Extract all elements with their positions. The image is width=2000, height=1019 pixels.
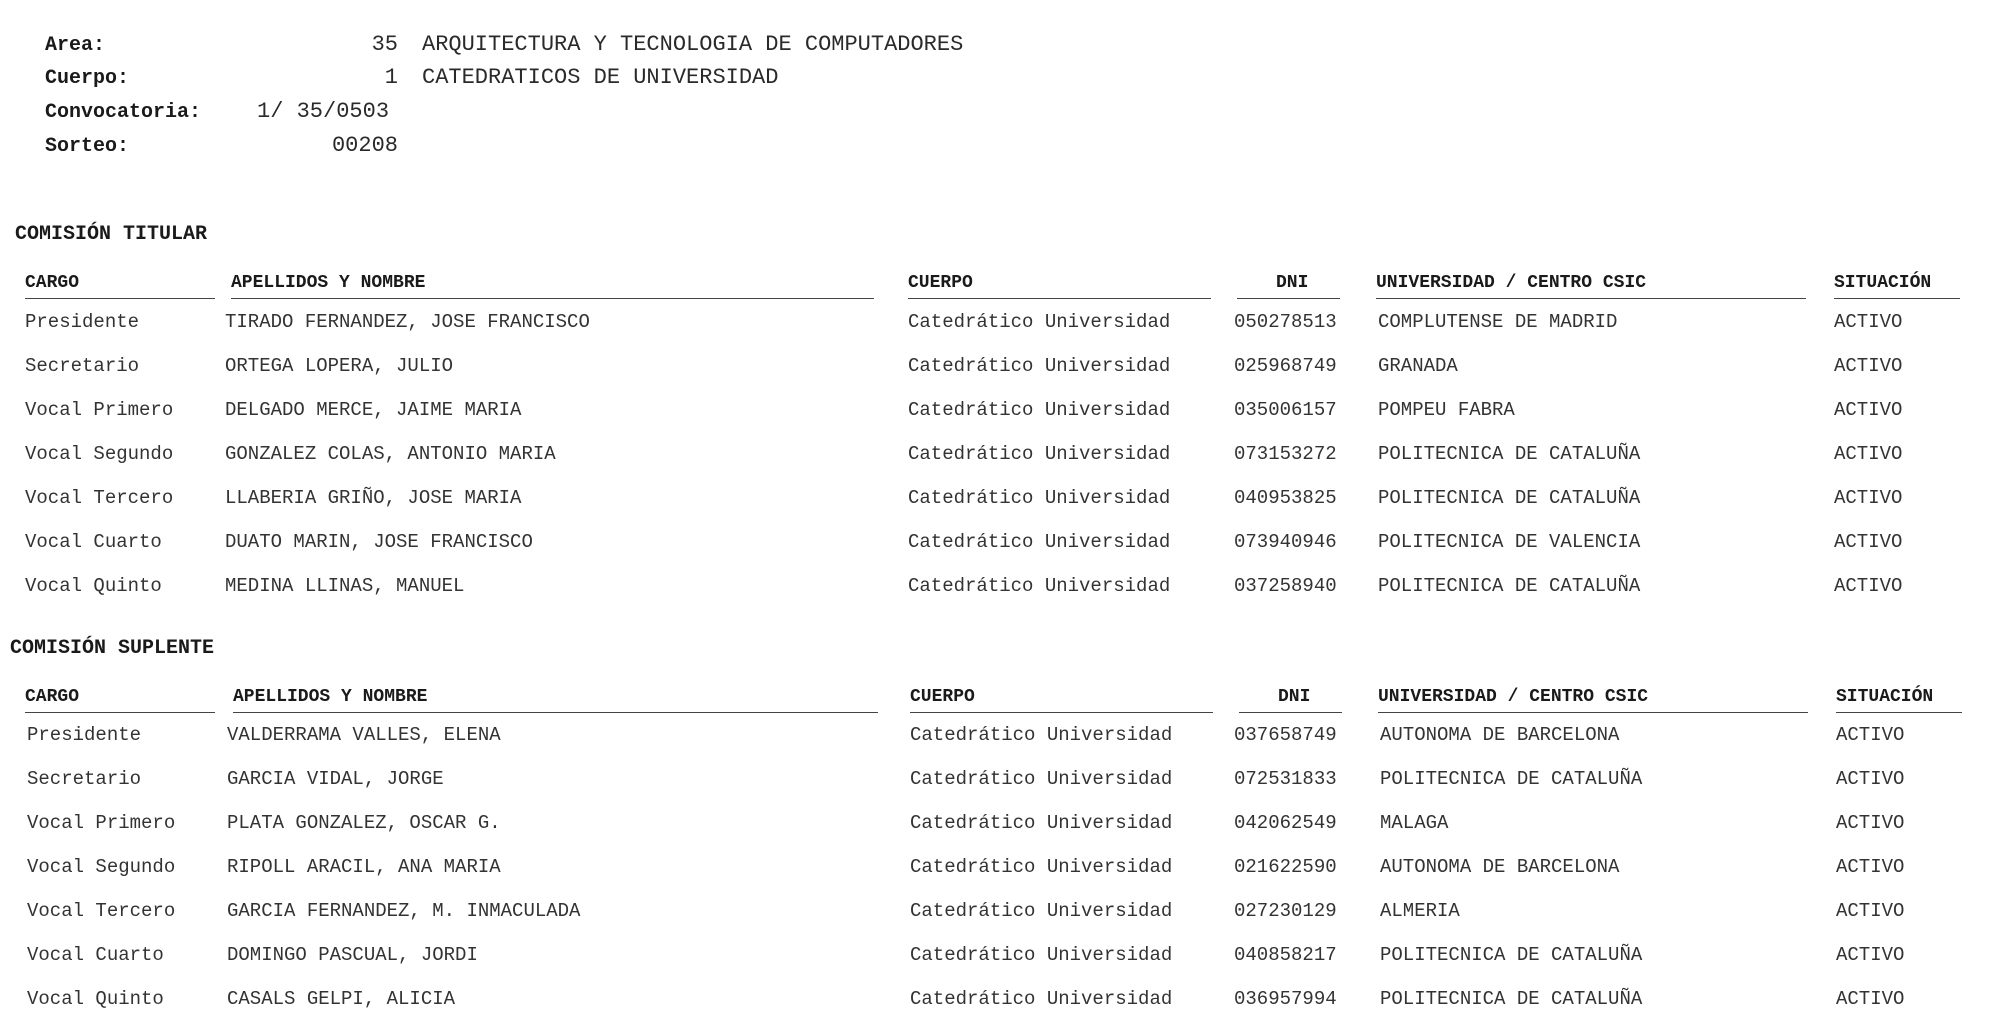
cell-universidad: POMPEU FABRA [1378,399,1515,421]
cell-nombre: GONZALEZ COLAS, ANTONIO MARIA [225,443,556,465]
cell-nombre: LLABERIA GRIÑO, JOSE MARIA [225,487,522,509]
cell-situacion: ACTIVO [1834,531,1903,553]
cell-nombre: PLATA GONZALEZ, OSCAR G. [227,812,501,834]
header-underline [25,298,215,299]
cell-situacion: ACTIVO [1836,988,1905,1010]
cell-universidad: ALMERIA [1380,900,1460,922]
cell-cuerpo: Catedrático Universidad [910,724,1173,746]
col-header-nombre: APELLIDOS Y NOMBRE [233,687,428,707]
cell-cargo: Vocal Segundo [25,443,174,465]
cell-nombre: CASALS GELPI, ALICIA [227,988,456,1010]
cell-dni: 037258940 [1234,575,1337,597]
cell-cargo: Vocal Quinto [27,988,164,1010]
section-title-suplente: COMISIÓN SUPLENTE [10,637,215,660]
cell-dni: 072531833 [1234,768,1337,790]
section-title-titular: COMISIÓN TITULAR [15,223,208,246]
header-underline [1237,298,1340,299]
col-header-universidad: UNIVERSIDAD / CENTRO CSIC [1378,687,1649,707]
header-underline [1836,712,1962,713]
col-header-cuerpo: CUERPO [910,687,975,707]
cell-dni: 073940946 [1234,531,1337,553]
cell-cargo: Vocal Tercero [27,900,176,922]
cell-universidad: POLITECNICA DE CATALUÑA [1380,768,1643,790]
cell-universidad: COMPLUTENSE DE MADRID [1378,311,1618,333]
cell-cargo: Vocal Tercero [25,487,174,509]
cell-dni: 037658749 [1234,724,1337,746]
cell-universidad: POLITECNICA DE CATALUÑA [1378,487,1641,509]
cell-situacion: ACTIVO [1836,900,1905,922]
header-underline [1376,298,1806,299]
cell-nombre: GARCIA FERNANDEZ, M. INMACULADA [227,900,581,922]
area-label: Area: [45,34,106,57]
cell-dni: 042062549 [1234,812,1337,834]
cell-dni: 073153272 [1234,443,1337,465]
cell-cargo: Secretario [27,768,142,790]
cell-cuerpo: Catedrático Universidad [910,812,1173,834]
cell-dni: 040953825 [1234,487,1337,509]
cell-cuerpo: Catedrático Universidad [908,443,1171,465]
area-description: ARQUITECTURA Y TECNOLOGIA DE COMPUTADORES [422,32,964,57]
cell-cuerpo: Catedrático Universidad [908,355,1171,377]
cell-cuerpo: Catedrático Universidad [908,399,1171,421]
header-underline [1239,712,1342,713]
cell-universidad: POLITECNICA DE CATALUÑA [1380,944,1643,966]
cell-nombre: RIPOLL ARACIL, ANA MARIA [227,856,501,878]
cell-dni: 036957994 [1234,988,1337,1010]
col-header-situacion: SITUACIÓN [1834,273,1932,293]
area-code: 35 [371,32,398,57]
cell-nombre: ORTEGA LOPERA, JULIO [225,355,454,377]
cell-nombre: DELGADO MERCE, JAIME MARIA [225,399,522,421]
cell-situacion: ACTIVO [1836,856,1905,878]
cell-dni: 035006157 [1234,399,1337,421]
header-underline [233,712,878,713]
cell-nombre: VALDERRAMA VALLES, ELENA [227,724,501,746]
convocatoria-label: Convocatoria: [45,101,202,124]
cuerpo-code: 1 [384,65,398,90]
cell-situacion: ACTIVO [1836,944,1905,966]
cell-universidad: AUTONOMA DE BARCELONA [1380,856,1620,878]
cell-cargo: Vocal Quinto [25,575,162,597]
cell-dni: 025968749 [1234,355,1337,377]
cell-cargo: Vocal Primero [25,399,174,421]
header-underline [908,298,1211,299]
cell-cuerpo: Catedrático Universidad [910,856,1173,878]
cell-cargo: Vocal Cuarto [27,944,164,966]
cell-cuerpo: Catedrático Universidad [908,575,1171,597]
cell-nombre: DOMINGO PASCUAL, JORDI [227,944,478,966]
cell-dni: 040858217 [1234,944,1337,966]
header-underline [1378,712,1808,713]
col-header-cuerpo: CUERPO [908,273,973,293]
cell-universidad: GRANADA [1378,355,1458,377]
header-underline [231,298,874,299]
cell-cuerpo: Catedrático Universidad [908,531,1171,553]
sorteo-value: 00208 [331,133,398,158]
cell-situacion: ACTIVO [1834,443,1903,465]
cell-cargo: Secretario [25,355,140,377]
cell-cuerpo: Catedrático Universidad [908,311,1171,333]
cell-cuerpo: Catedrático Universidad [910,988,1173,1010]
col-header-dni: DNI [1278,687,1311,707]
cell-nombre: MEDINA LLINAS, MANUEL [225,575,465,597]
cell-nombre: TIRADO FERNANDEZ, JOSE FRANCISCO [225,311,590,333]
cell-situacion: ACTIVO [1834,399,1903,421]
cuerpo-label: Cuerpo: [45,67,130,90]
cell-universidad: AUTONOMA DE BARCELONA [1380,724,1620,746]
cell-cuerpo: Catedrático Universidad [910,900,1173,922]
cell-universidad: POLITECNICA DE CATALUÑA [1378,575,1641,597]
cell-dni: 027230129 [1234,900,1337,922]
cell-cargo: Presidente [25,311,140,333]
cell-situacion: ACTIVO [1836,768,1905,790]
cell-cuerpo: Catedrático Universidad [910,768,1173,790]
cell-situacion: ACTIVO [1834,575,1903,597]
cell-universidad: POLITECNICA DE CATALUÑA [1378,443,1641,465]
cell-cuerpo: Catedrático Universidad [910,944,1173,966]
col-header-situacion: SITUACIÓN [1836,687,1934,707]
cell-cargo: Vocal Primero [27,812,176,834]
col-header-cargo: CARGO [25,273,80,293]
cell-situacion: ACTIVO [1834,311,1903,333]
cell-situacion: ACTIVO [1836,724,1905,746]
cell-situacion: ACTIVO [1834,355,1903,377]
cell-nombre: GARCIA VIDAL, JORGE [227,768,444,790]
cell-universidad: POLITECNICA DE VALENCIA [1378,531,1641,553]
col-header-cargo: CARGO [25,687,80,707]
convocatoria-value: 1/ 35/0503 [257,99,390,124]
sorteo-label: Sorteo: [45,135,130,158]
cell-nombre: DUATO MARIN, JOSE FRANCISCO [225,531,533,553]
cell-situacion: ACTIVO [1834,487,1903,509]
cell-cargo: Vocal Cuarto [25,531,162,553]
cell-cargo: Presidente [27,724,142,746]
cell-universidad: POLITECNICA DE CATALUÑA [1380,988,1643,1010]
header-underline [910,712,1213,713]
col-header-nombre: APELLIDOS Y NOMBRE [231,273,426,293]
header-underline [25,712,215,713]
cell-dni: 050278513 [1234,311,1337,333]
cell-cuerpo: Catedrático Universidad [908,487,1171,509]
cuerpo-description: CATEDRATICOS DE UNIVERSIDAD [422,65,779,90]
cell-dni: 021622590 [1234,856,1337,878]
cell-universidad: MALAGA [1380,812,1449,834]
cell-situacion: ACTIVO [1836,812,1905,834]
col-header-universidad: UNIVERSIDAD / CENTRO CSIC [1376,273,1647,293]
col-header-dni: DNI [1276,273,1309,293]
header-underline [1834,298,1960,299]
cell-cargo: Vocal Segundo [27,856,176,878]
